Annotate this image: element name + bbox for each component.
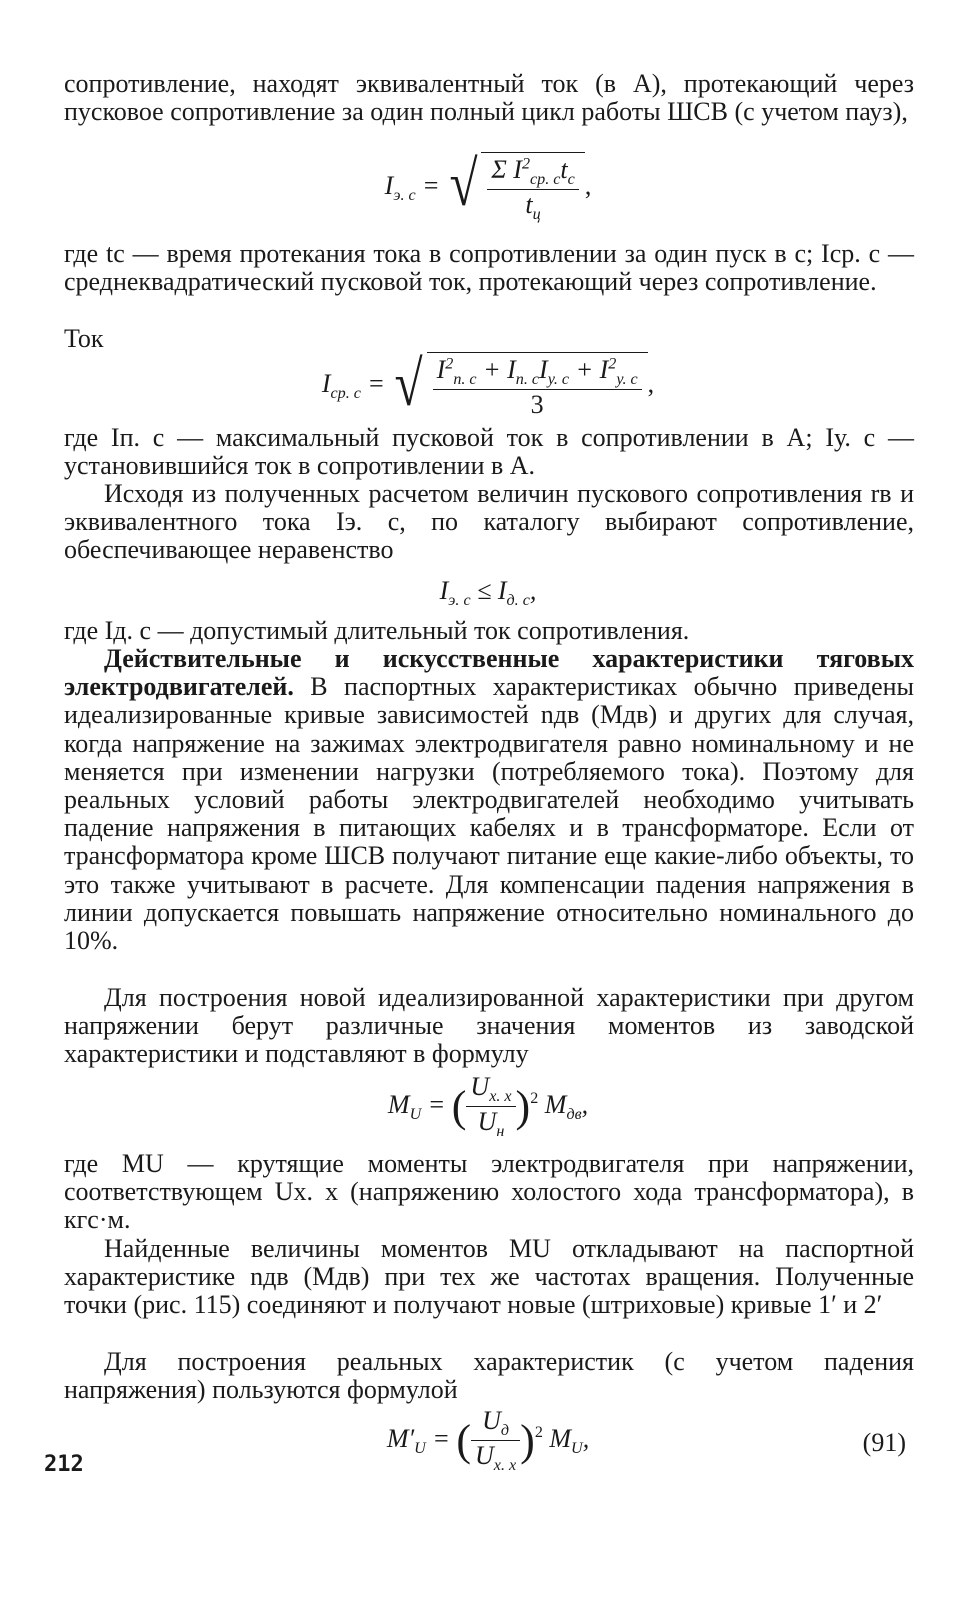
paragraph-2: где tс — время протекания тока в сопротивлении за один пуск в с; Iср. с — среднеквадратический пусковой ток, протекающий через сопротивление. — [64, 239, 914, 297]
formula-equivalent-current: $I_{э. с}$ = √ $\frac{\Sigma I^2_{ср. с}t_с}{t_ц}$ , — [384, 148, 592, 224]
paragraph-8: Для построения новой идеализированной характеристики при другом напряжении берут различные значения моментов из заводской характеристики и подставляют в формулу — [64, 983, 914, 1069]
paragraph-10: Найденные величины моментов MU откладывают на паспортной характеристике nдв (Mдв) при тех же частотах вращения. Полученные точки (рис. 115) соединяют и получают новые (штриховые) кривые 1′ и 2′ — [64, 1234, 914, 1320]
formula-rms-current: $I_{ср. с}$ = √ $\frac{I^2_{п. с} + I_{п. с}I_{у. с} + I^2_{у. с}}{3}$ , — [321, 348, 655, 420]
formula-91: $M'_U$ = ( $\frac{U_д}{U_{х. х}}$ )$^2$ $M_U$, (91) — [386, 1406, 906, 1475]
equation-number: (91) — [862, 1428, 906, 1457]
paragraph-7-body: В паспортных характеристиках обычно приведены идеализированные кривые зависимостей nдв (Mдв) и других для случая, когда напряжение на зажимах электродвигателя равно номинальному и не меняется при изменении нагрузки (потребляемого тока). Поэтому для реальных условий работы электродвигателей необходимо учитывать падение напряжения в питающих кабелях и в трансформаторе. Если от трансформатора кроме ШСВ получают питание еще какие-либо объекты, то это также учитывают в расчете. Для компенсации падения напряжения в линии допускается повышать напряжение относительно номинального до 10%. — [64, 672, 914, 956]
paragraph-11: Для построения реальных характеристик (с учетом падения напряжения) пользуются формулой — [64, 1347, 914, 1405]
paragraph-3: Ток — [64, 324, 104, 353]
formula-inequality: $I_{э. с} \le I_{д. с}$, — [439, 576, 537, 610]
paragraph-6: где Iд. с — допустимый длительный ток сопротивления. — [64, 616, 690, 645]
paragraph-9: где MU — крутящие моменты электродвигателя при напряжении, соответствующем Uх. х (напряжению холостого хода трансформатора), в кгс·м. — [64, 1149, 914, 1235]
paragraph-1: сопротивление, находят эквивалентный ток (в А), протекающий через пусковое сопротивление за один полный цикл работы ШСВ (с учетом пауз), — [64, 69, 914, 127]
formula-moment-u: $M_U$ = ( $\frac{U_{х. х}}{U_н}$ )$^2$ $M_{дв}$, — [387, 1072, 589, 1141]
section-heading: Действительные и искусственные характеристики тяговых электродвигателей. — [64, 644, 914, 702]
page-number: 212 — [44, 1452, 84, 1477]
paragraph-4: где Iп. с — максимальный пусковой ток в сопротивлении в А; Iу. с — установившийся ток в сопротивлении в А. — [64, 423, 914, 481]
paragraph-7 — [64, 645, 914, 955]
paragraph-5: Исходя из полученных расчетом величин пускового сопротивления rв и эквивалентного тока Iэ. с, по каталогу выбирают сопротивление, обеспечивающее неравенство — [64, 479, 914, 565]
